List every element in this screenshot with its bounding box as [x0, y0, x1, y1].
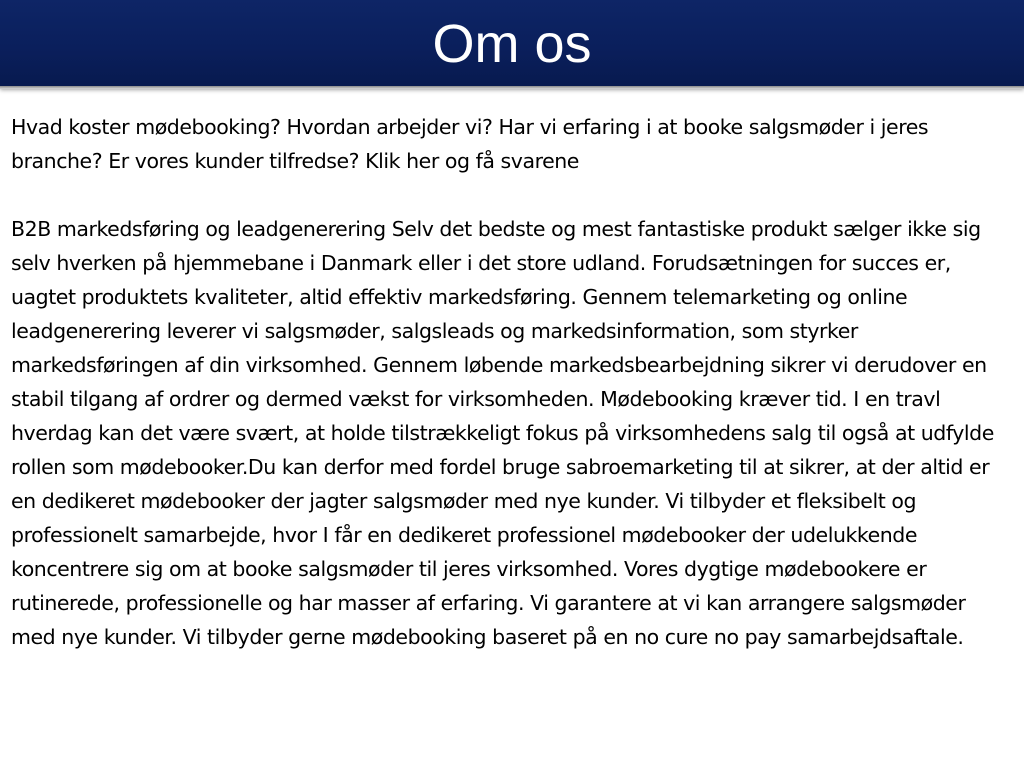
slide-body: [11, 110, 1015, 654]
main-paragraph: B2B markedsføring og leadgenerering Selv det bedste og mest fantastiske produkt sælger ikke sig selv hverken på hjemmebane i Danmark eller i det store udland. Forudsætningen for succes er, uagtet produktets kvaliteter, altid effektiv markedsføring. Gennem telemarketing og online leadgenerering leverer vi salgsmøder, salgsleads og markedsinformation, som styrker markedsføringen af din virksomhed. Gennem løbende markedsbearbejdning sikrer vi derudover en stabil tilgang af ordrer og dermed vækst for virksomheden. Mødebooking kræver tid. I en travl hverdag kan det være svært, at holde tilstrækkeligt fokus på virksomhedens salg til også at udfylde rollen som mødebooker.Du kan derfor med fordel bruge sabroemarketing til at sikrer, at der altid er en dedikeret mødebooker der jagter salgsmøder med nye kunder. Vi tilbyder et fleksibelt og professionelt samarbejde, hvor I får en dedikeret professionel mødebooker der udelukkende koncentrere sig om at booke salgsmøder til jeres virksomhed. Vores dygtige mødebookere er rutinerede, professionelle og har masser af erfaring. Vi garantere at vi kan arrangere salgsmøder med nye kunder. Vi tilbyder gerne mødebooking baseret på en no cure no pay samarbejdsaftale.: [11, 217, 994, 649]
intro-paragraph: Hvad koster mødebooking? Hvordan arbejder vi? Har vi erfaring i at booke salgsmøder i jeres branche? Er vores kunder tilfredse? Klik her og få svarene: [11, 115, 929, 173]
slide-header: [0, 0, 1024, 86]
header-divider: [0, 86, 1024, 89]
slide-title: Om os: [432, 14, 592, 74]
